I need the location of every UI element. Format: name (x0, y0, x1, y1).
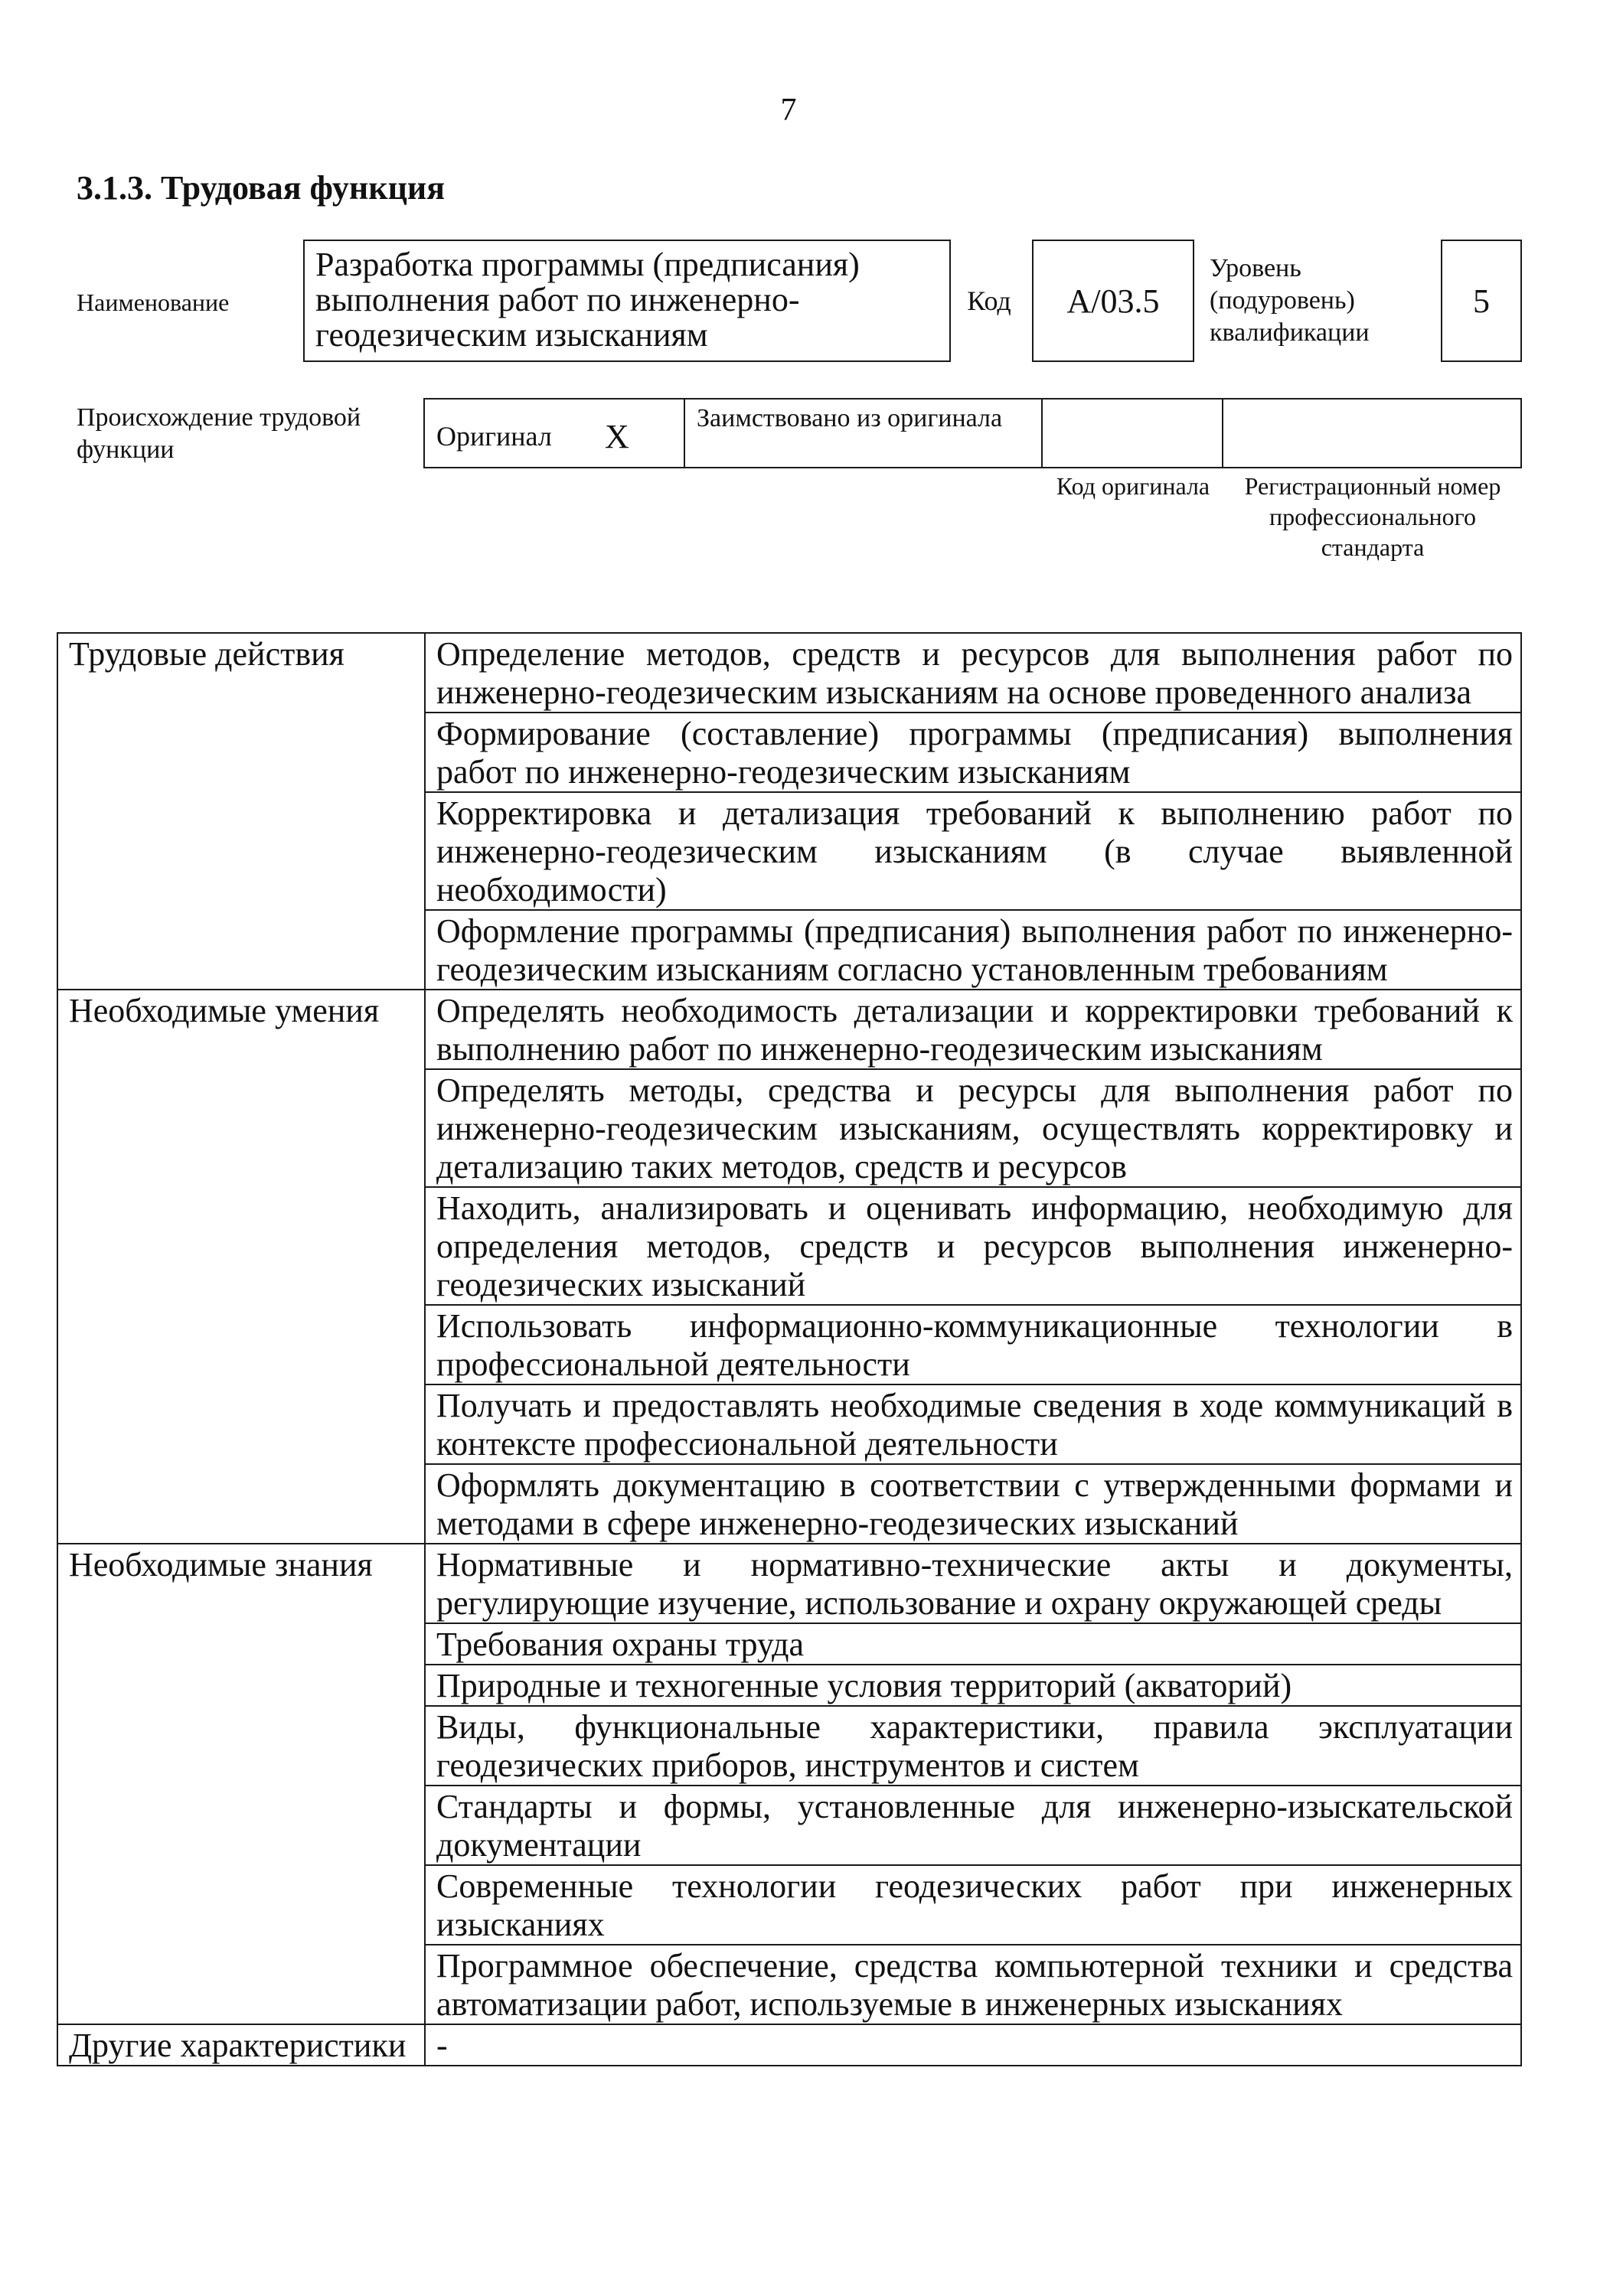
section-title: 3.1.3. Трудовая функция (77, 169, 446, 207)
list-item: Использовать информационно-коммуникационные технологии в профессиональной деятельности (425, 1305, 1521, 1384)
name-label: Наименование (77, 289, 230, 316)
list-item: Стандарты и формы, установленные для инженерно-изыскательской документации (425, 1786, 1521, 1865)
page-number: 7 (780, 93, 797, 128)
list-item: Формирование (составление) программы (предписания) выполнения работ по инженерно-геодезическим изысканиям (425, 713, 1521, 792)
function-table (57, 632, 1522, 2066)
list-item: Оформление программы (предписания) выполнения работ по инженерно-геодезическим изысканиям согласно установленным требованиям (425, 910, 1521, 990)
original-label: Оригинал (436, 421, 552, 452)
list-item: Виды, функциональные характеристики, правила эксплуатации геодезических приборов, инструментов и систем (425, 1706, 1521, 1786)
origin-divider (1222, 398, 1223, 468)
section-heading-actions: Трудовые действия (57, 633, 425, 990)
list-item: Программное обеспечение, средства компьютерной техники и средства автоматизации работ, используемые в инженерных изысканиях (425, 1945, 1521, 2024)
code-original-caption: Код оригинала (1056, 472, 1210, 500)
origin-label: Происхождение трудовой функции (77, 403, 361, 464)
list-item: Оформлять документацию в соответствии с утвержденными формами и методами в сфере инженерно-геодезических изысканий (425, 1464, 1521, 1544)
reg-number-caption: Регистрационный номер профессионального стандарта (1244, 472, 1501, 561)
section-heading-skills: Необходимые умения (57, 990, 425, 1544)
list-item: Нормативные и нормативно-технические акты и документы, регулирующие изучение, использование и охрану окружающей среды (425, 1544, 1521, 1623)
list-item: Определять необходимость детализации и корректировки требований к выполнению работ по инженерно-геодезическим изысканиям (425, 990, 1521, 1069)
list-item: Требования охраны труда (425, 1623, 1521, 1665)
list-item: Корректировка и детализация требований к выполнению работ по инженерно-геодезическим изысканиям (в случае выявленной необходимости) (425, 792, 1521, 910)
code-label: Код (967, 285, 1011, 316)
level-value: 5 (1441, 240, 1522, 362)
original-mark: X (605, 417, 629, 455)
list-item: Находить, анализировать и оценивать информацию, необходимую для определения методов, средств и ресурсов выполнения инженерно-геодезических изысканий (425, 1187, 1521, 1305)
list-item: Определение методов, средств и ресурсов для выполнения работ по инженерно-геодезическим изысканиям на основе проведенного анализа (425, 633, 1521, 713)
section-heading-knowledge: Необходимые знания (57, 1544, 425, 2024)
list-item: Определять методы, средства и ресурсы для выполнения работ по инженерно-геодезическим изысканиям, осуществлять корректировку и детализацию таких методов, средств и ресурсов (425, 1069, 1521, 1187)
borrowed-label: Заимствовано из оригинала (697, 404, 1003, 432)
origin-divider (1041, 398, 1043, 468)
code-value: A/03.5 (1032, 240, 1194, 362)
level-label: Уровень (подуровень) квалификации (1210, 254, 1370, 347)
table-row (57, 2024, 1521, 2066)
table-row (57, 1544, 1521, 1623)
table-row (57, 990, 1521, 1069)
list-item: - (425, 2024, 1521, 2066)
section-heading-other: Другие характеристики (57, 2024, 425, 2066)
list-item: Получать и предоставлять необходимые сведения в ходе коммуникаций в контексте профессиональной деятельности (425, 1384, 1521, 1464)
origin-divider (684, 398, 685, 468)
table-row (57, 633, 1521, 713)
function-name: Разработка программы (предписания) выполнения работ по инженерно-геодезическим изысканиям (303, 240, 951, 362)
list-item: Современные технологии геодезических работ при инженерных изысканиях (425, 1865, 1521, 1945)
list-item: Природные и техногенные условия территорий (акваторий) (425, 1665, 1521, 1706)
